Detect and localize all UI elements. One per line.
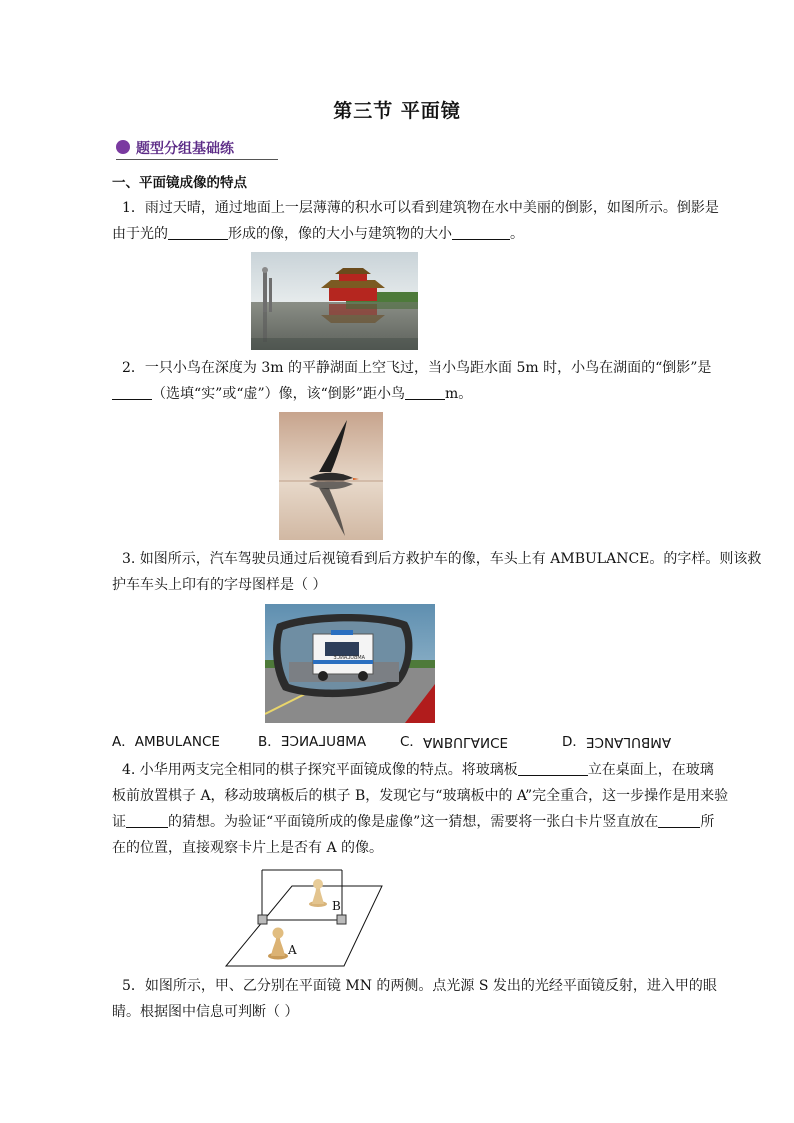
question-3-line-2: 护车车头上印有的字母图样是（ ） — [112, 577, 327, 593]
answer-blank[interactable] — [112, 385, 152, 400]
mirrored-label: AMBULANCE — [333, 655, 365, 661]
question-1-line-2: 由于光的 形成的像，像的大小与建筑物的大小 。 — [112, 226, 524, 242]
option-c[interactable]: C．AMBULANCE — [400, 734, 509, 750]
answer-blank[interactable] — [405, 385, 445, 400]
question-4-line-2: 板前放置棋子 A，移动玻璃板后的棋子 B，发现它与“玻璃板中的 A”完全重合，这一步操作是用来验 — [112, 788, 729, 804]
question-3-line-1: 3. 如图所示，汽车驾驶员通过后视镜看到后方救护车的像，车头上有 AMBULANCE。的字样。则该救 — [122, 551, 762, 567]
question-2-line-1: 2．一只小鸟在深度为 3m 的平静湖面上空飞过，当小鸟距水面 5m 时，小鸟在湖面的“倒影”是 — [122, 360, 712, 376]
question-5 — [112, 973, 717, 1025]
ambulance-in-mirror — [313, 630, 373, 681]
chess-piece-a — [268, 928, 288, 960]
svg-text:A: A — [288, 943, 297, 957]
question-2-line-2: （选填“实”或“虚”）像，该“倒影”距小鸟 m。 — [112, 381, 706, 407]
option-a[interactable]: A．AMBULANCE — [112, 734, 220, 750]
bird-reflection-photo — [279, 412, 383, 540]
answer-blank[interactable] — [168, 225, 228, 240]
question-4 — [112, 757, 729, 861]
question-2 — [112, 355, 712, 407]
section-header-label: 题型分组基础练 — [136, 141, 234, 157]
question-4-line-3: 证 的猜想。为验证“平面镜所成的像是虚像”这一猜想，需要将一张白卡片竖直放在 所 — [112, 814, 715, 830]
answer-blank[interactable] — [518, 761, 588, 776]
option-b[interactable]: B．AMBULANCE — [258, 734, 366, 750]
subsection-title: 一、平面镜成像的特点 — [112, 175, 247, 191]
bullet-dot-icon — [116, 140, 130, 154]
answer-blank[interactable] — [658, 813, 700, 828]
side-mirror-photo — [265, 604, 435, 723]
question-5-line-1: 5．如图所示，甲、乙分别在平面镜 MN 的两侧。点光源 S 发出的光经平面镜反射，进入甲的眼 — [122, 978, 717, 994]
question-4-line-1: 4. 小华用两支完全相同的棋子探究平面镜成像的特点。将玻璃板 立在桌面上，在玻璃 — [122, 762, 714, 778]
glass-plate-chess-diagram — [224, 868, 384, 970]
question-1 — [112, 195, 719, 247]
answer-blank[interactable] — [126, 813, 168, 828]
question-5-line-2: 睛。根据图中信息可判断（ ） — [112, 1004, 299, 1020]
svg-text:B: B — [332, 899, 341, 913]
tiananmen-reflection-photo — [251, 252, 418, 350]
chess-piece-b — [309, 879, 327, 907]
option-d[interactable]: D．AMBULANCE — [562, 734, 672, 750]
question-4-line-4: 在的位置，直接观察卡片上是否有 A 的像。 — [112, 840, 384, 856]
answer-blank[interactable] — [452, 225, 510, 240]
question-3 — [112, 546, 762, 598]
section-header — [116, 137, 278, 160]
page-title: 第三节 平面镜 — [333, 100, 461, 122]
question-1-line-1: 1．雨过天晴，通过地面上一层薄薄的积水可以看到建筑物在水中美丽的倒影，如图所示。倒影是 — [122, 200, 719, 216]
